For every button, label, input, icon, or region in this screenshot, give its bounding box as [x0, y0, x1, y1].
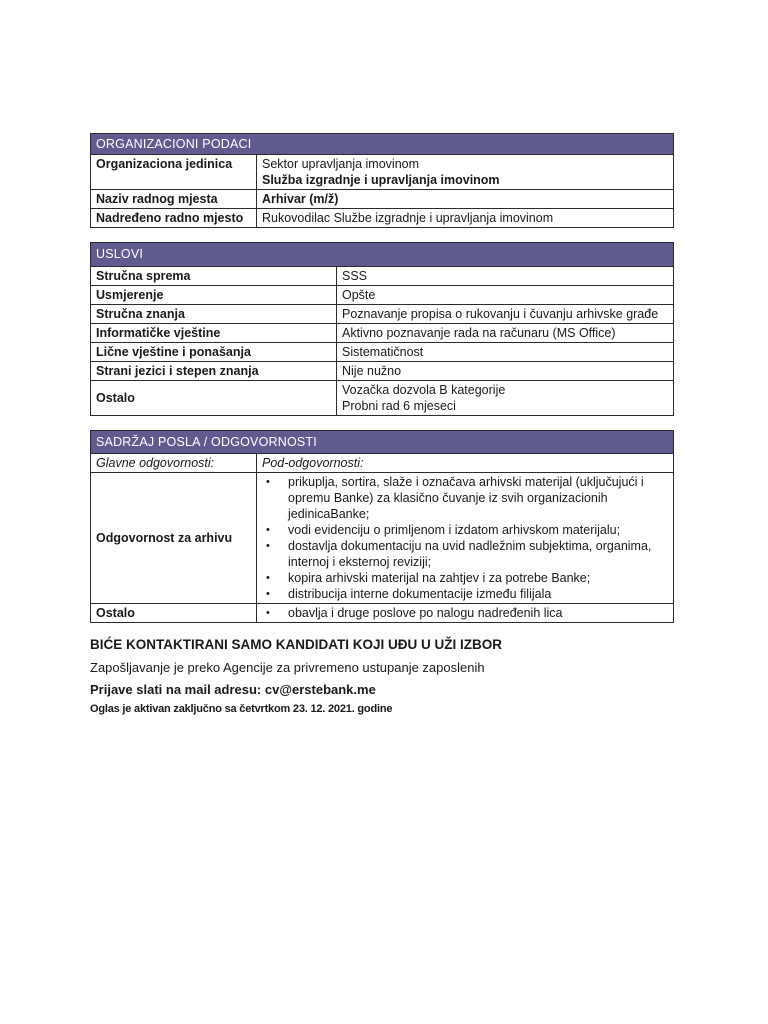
table-row [91, 324, 674, 343]
row-value-line: Služba izgradnje i upravljanja imovinom [262, 173, 500, 187]
notice-heading: BIĆE KONTAKTIRANI SAMO KANDIDATI KOJI UĐU U UŽI IZBOR [90, 637, 502, 652]
row-label: Organizaciona jedinica [91, 155, 257, 190]
table-row [91, 267, 674, 286]
responsibilities-header: SADRŽAJ POSLA / ODGOVORNOSTI [91, 431, 674, 454]
row-label: Nadređeno radno mjesto [91, 209, 257, 228]
deadline-note: Oglas je aktivan zaključno sa četvrtkom 23. 12. 2021. godine [90, 703, 393, 715]
column-header: Pod-odgovornosti: [257, 454, 674, 473]
job-posting-document [90, 133, 674, 715]
row-value [257, 473, 674, 604]
org-data-table [90, 133, 674, 228]
list-item: • obavlja i druge poslove po nalogu nadređenih lica [262, 605, 668, 621]
row-value: Sistematičnost [337, 343, 674, 362]
row-value: Nije nužno [337, 362, 674, 381]
conditions-header: USLOVI [91, 243, 674, 267]
responsibilities-table [90, 430, 674, 623]
list-item: • vodi evidenciju o primljenom i izdatom arhivskom materijalu; [262, 522, 668, 538]
row-value: Poznavanje propisa o rukovanju i čuvanju arhivske građe [337, 305, 674, 324]
row-value-line: Sektor upravljanja imovinom [262, 157, 420, 171]
row-value: SSS [337, 267, 674, 286]
row-value [337, 381, 674, 416]
bullet-list [262, 605, 668, 621]
table-row [91, 286, 674, 305]
table-row [91, 454, 674, 473]
agency-note: Zapošljavanje je preko Agencije za privremeno ustupanje zaposlenih [90, 660, 485, 675]
table-row [91, 381, 674, 416]
table-row [91, 209, 674, 228]
table-row [91, 155, 674, 190]
row-label: Ostalo [91, 604, 257, 623]
row-value: Arhivar (m/ž) [257, 190, 674, 209]
row-value-line: Vozačka dozvola B kategorije [342, 383, 506, 397]
org-data-header: ORGANIZACIONI PODACI [91, 134, 674, 155]
table-row [91, 362, 674, 381]
row-label: Lične vještine i ponašanja [91, 343, 337, 362]
row-value: Opšte [337, 286, 674, 305]
row-label: Naziv radnog mjesta [91, 190, 257, 209]
table-row [91, 190, 674, 209]
bullet-list [262, 474, 668, 602]
conditions-table [90, 242, 674, 416]
row-value: Rukovodilac Službe izgradnje i upravljanja imovinom [257, 209, 674, 228]
row-label: Ostalo [91, 381, 337, 416]
row-label: Strani jezici i stepen znanja [91, 362, 337, 381]
row-label: Odgovornost za arhivu [91, 473, 257, 604]
table-row [91, 343, 674, 362]
list-item: • prikuplja, sortira, slaže i označava arhivski materijal (uključujući i opremu Banke) za klasično čuvanje iz svih organizacionih jedinicaBanke; [262, 474, 668, 522]
notes-section [90, 637, 674, 715]
row-value-line: Probni rad 6 mjeseci [342, 399, 456, 413]
table-row [91, 305, 674, 324]
list-item: • dostavlja dokumentaciju na uvid nadležnim subjektima, organima, internoj i eksternoj reviziji; [262, 538, 668, 570]
table-row [91, 473, 674, 604]
row-label: Stručna sprema [91, 267, 337, 286]
row-value [257, 155, 674, 190]
row-label: Stručna znanja [91, 305, 337, 324]
row-label: Usmjerenje [91, 286, 337, 305]
row-value: Aktivno poznavanje rada na računaru (MS Office) [337, 324, 674, 343]
row-label: Informatičke vještine [91, 324, 337, 343]
table-row [91, 604, 674, 623]
row-value [257, 604, 674, 623]
application-email-note: Prijave slati na mail adresu: cv@erstebank.me [90, 682, 376, 697]
list-item: • distribucija interne dokumentacije između filijala [262, 586, 668, 602]
list-item: • kopira arhivski materijal na zahtjev i za potrebe Banke; [262, 570, 668, 586]
column-header: Glavne odgovornosti: [91, 454, 257, 473]
